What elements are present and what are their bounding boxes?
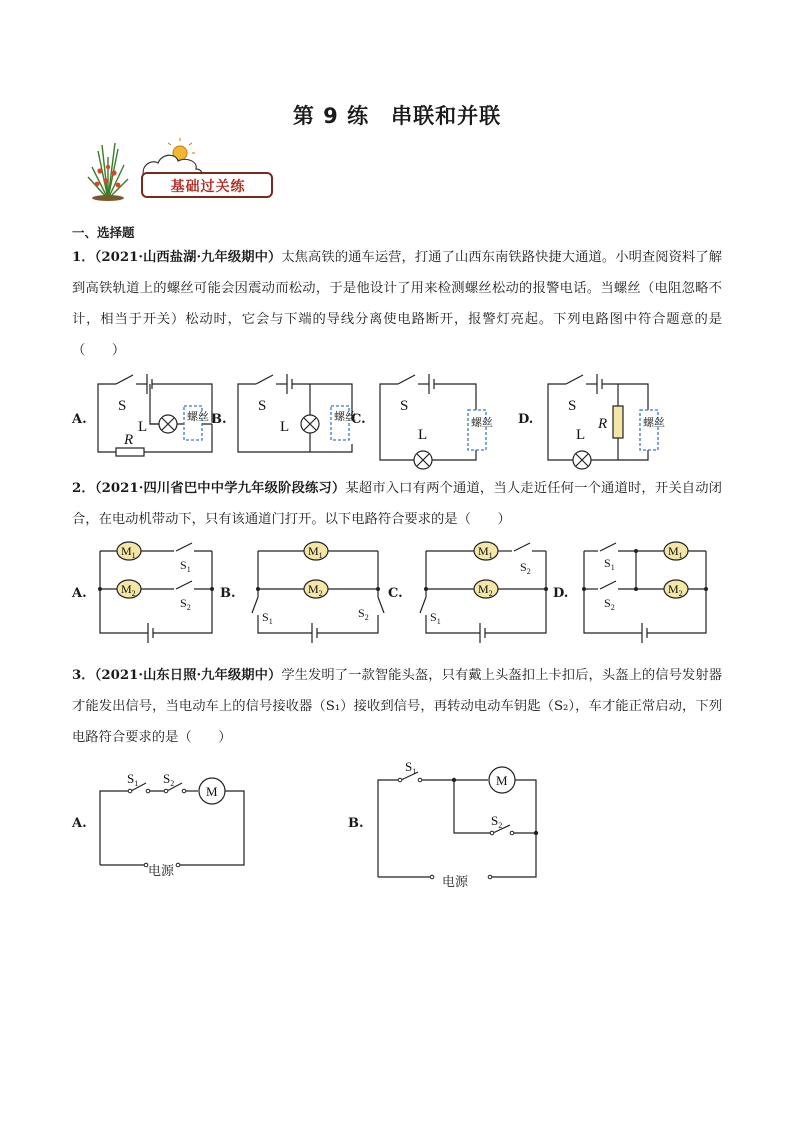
option-c: C.	[351, 412, 366, 427]
switch-label: S	[568, 398, 577, 414]
switch-label: $S_2$	[180, 596, 191, 612]
motor-label: $M_2$	[668, 582, 683, 598]
option-b: B.	[348, 816, 364, 831]
option-a: A.	[72, 586, 87, 601]
lamp-label: L	[576, 427, 586, 443]
motor-label: $M_1$	[121, 544, 136, 560]
screw-label: 螺丝	[643, 417, 665, 429]
motor-label: $M_2$	[308, 582, 323, 598]
section-heading: 一、选择题	[72, 225, 135, 240]
switch-label: $S_1$	[604, 556, 615, 572]
badge-label: 基础过关练	[170, 179, 246, 195]
motor-label: $M_2$	[121, 582, 136, 598]
screw-label: 螺丝	[334, 411, 356, 423]
screw-label: 螺丝	[187, 411, 209, 423]
question-number: 3．	[72, 668, 95, 683]
switch-label: S	[258, 398, 267, 414]
lamp-label: L	[280, 419, 290, 435]
question-1	[72, 242, 722, 366]
option-c: C.	[388, 586, 403, 601]
switch-label: $S_2$	[163, 771, 175, 788]
option-b: B.	[220, 586, 236, 601]
section-badge	[80, 137, 280, 201]
option-d: D.	[553, 586, 569, 601]
question-text: 某超市入口有两个通道，当人走近任何一个通道时，开关自动闭合，在电动机带动下，只有该通道门打开。以下电路符合要求的是（ ）	[72, 481, 722, 527]
switch-label: $S_1$	[262, 610, 273, 626]
question-source: （2021·山东日照·九年级期中）	[94, 668, 282, 683]
switch-label: $S_2$	[491, 813, 503, 830]
option-b: B.	[211, 412, 227, 427]
motor-label: $M_1$	[478, 544, 493, 560]
switch-label: $S_2$	[520, 560, 531, 576]
question-number: 2．	[72, 481, 95, 496]
question-text: 学生发明了一款智能头盔，只有戴上头盔扣上卡扣后，头盔上的信号发射器才能发出信号，当电动车上的信号接收器（S₁）接收到信号，再转动电动车钥匙（S₂），车才能正常启动，下列电路符合要求的是（ ）	[72, 668, 722, 745]
question-2	[72, 473, 722, 535]
switch-label: $S_1$	[127, 771, 139, 788]
switch-label: $S_1$	[430, 610, 441, 626]
option-a: A.	[72, 816, 87, 831]
switch-label: S	[400, 398, 409, 414]
question-source: （2021·四川省巴中中学九年级阶段练习）	[94, 481, 346, 496]
lamp-label: L	[138, 419, 148, 435]
motor-label: $M_1$	[308, 544, 323, 560]
resistor-label: R	[124, 432, 134, 448]
option-a: A.	[72, 412, 87, 427]
page-title: 第 9 练 串联和并联	[292, 104, 502, 128]
question-text: 太焦高铁的通车运营，打通了山西东南铁路快捷大通道。小明查阅资料了解到高铁轨道上的螺丝可能会因震动而松动，于是他设计了用来检测螺丝松动的报警电话。当螺丝（电阻忽略不计，相当于开关）松动时，它会与下端的导线分离使电路断开，报警灯亮起。下列电路图中符合题意的是（ ）	[72, 250, 722, 358]
q3-diagrams	[0, 755, 794, 890]
motor-label: $M_1$	[668, 544, 683, 560]
question-number: 1．	[72, 250, 95, 265]
motor-label: $M_2$	[478, 582, 493, 598]
switch-label: $S_1$	[405, 759, 417, 776]
lamp-label: L	[418, 427, 428, 443]
option-d: D.	[518, 412, 534, 427]
q2-diagrams	[0, 537, 794, 649]
motor-label: M	[206, 784, 218, 799]
power-label: 电源	[442, 874, 469, 889]
switch-label: $S_2$	[358, 606, 369, 622]
switch-label: $S_2$	[604, 596, 615, 612]
screw-label: 螺丝	[471, 417, 493, 429]
motor-label: M	[496, 773, 508, 788]
question-3	[72, 660, 722, 753]
switch-label: S	[118, 398, 127, 414]
question-source: （2021·山西盐湖·九年级期中）	[94, 250, 282, 265]
q1-diagrams	[0, 370, 794, 470]
switch-label: $S_1$	[180, 558, 191, 574]
power-label: 电源	[148, 863, 175, 878]
resistor-label: R	[598, 416, 608, 432]
